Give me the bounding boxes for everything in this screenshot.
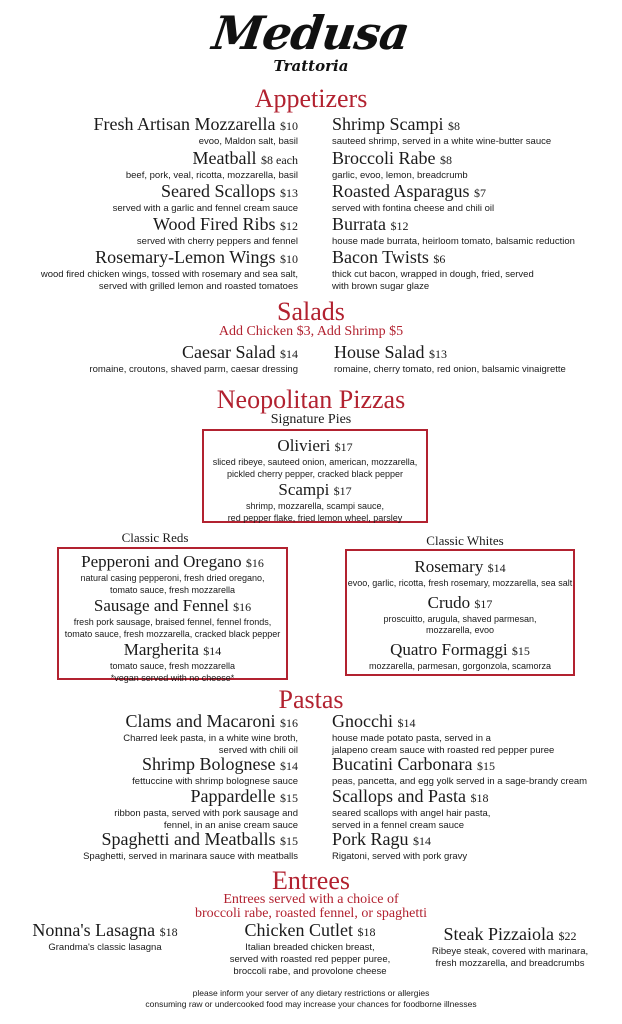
menu-item — [220, 920, 400, 978]
signature-pies-box — [202, 429, 428, 523]
item-name: Rosemary — [414, 557, 484, 576]
item-description: ribbon pasta, served with pork sausage and — [114, 808, 298, 819]
item-description: Spaghetti, served in marinara sauce with meatballs — [83, 851, 298, 862]
item-name: Pepperoni and Oregano — [81, 552, 242, 571]
classic-whites-label: Classic Whites — [426, 533, 504, 548]
item-description: thick cut bacon, wrapped in dough, fried, served — [332, 269, 534, 280]
item-description: evoo, Maldon salt, basil — [198, 136, 298, 147]
item-price: $15 — [280, 834, 298, 848]
menu-item — [332, 829, 467, 863]
item-price: $14 — [203, 644, 222, 658]
item-name: Wood Fired Ribs — [152, 214, 276, 234]
item-description: fresh pork sausage, braised fennel, fennel fronds, — [73, 617, 272, 627]
item-description: shrimp, mozzarella, scampi sauce, — [245, 501, 385, 511]
footer-raw-food-warning: consuming raw or undercooked food may increase your chances for foodborne illnesses — [145, 999, 477, 1009]
menu-item — [126, 148, 298, 182]
item-name: Pappardelle — [190, 786, 276, 806]
menu-item — [132, 754, 298, 788]
classic-whites-box — [345, 549, 575, 676]
item-name: Crudo — [427, 592, 471, 612]
menu-item — [415, 924, 605, 970]
item-description: wood fired chicken wings, tossed with rosemary and sea salt, — [40, 269, 298, 280]
item-name: Olivieri — [277, 436, 331, 455]
item-name: Bacon Twists — [332, 247, 429, 267]
salad-addons: Add Chicken $3, Add Shrimp $5 — [218, 324, 404, 339]
item-description: tomato sauce, fresh mozzarella, cracked black pepper — [64, 628, 281, 639]
menu-item — [20, 920, 190, 954]
menu-item — [334, 342, 566, 376]
item-price: $18 — [159, 925, 178, 939]
item-name: Shrimp Scampi — [332, 114, 444, 134]
item-price: $12 — [280, 219, 298, 233]
item-name: Chicken Cutlet — [244, 920, 353, 940]
item-description: served in a fennel cream sauce — [332, 820, 465, 831]
item-price: $22 — [558, 929, 577, 943]
menu-item — [59, 596, 286, 640]
item-description: served with cherry peppers and fennel — [136, 236, 298, 247]
item-description: broccoli rabe, and provolone cheese — [233, 966, 387, 977]
item-description: sauteed shrimp, served in a white wine-butter sauce — [332, 136, 552, 147]
item-description: house made burrata, heirloom tomato, balsamic reduction — [332, 236, 575, 247]
item-description: *vegan served with no cheese* — [110, 672, 235, 683]
item-name: House Salad — [334, 342, 425, 362]
restaurant-logo — [0, 6, 622, 75]
item-description: sliced ribeye, sauteed onion, american, mozzarella, — [212, 457, 418, 467]
menu-item — [59, 640, 286, 684]
item-price: $12 — [390, 219, 409, 233]
item-description: tomato sauce, fresh mozzarella — [109, 584, 236, 595]
item-name: Scallops and Pasta — [332, 786, 466, 806]
item-description: served with a garlic and fennel cream sauce — [112, 203, 298, 214]
item-name: Quatro Formaggi — [390, 639, 508, 659]
item-price: $17 — [333, 484, 352, 498]
item-description: red pepper flake, fried lemon wheel, parsley — [227, 512, 403, 523]
item-description: pickled cherry pepper, cracked black pepper — [226, 468, 404, 479]
item-description: served with roasted red pepper puree, — [229, 954, 391, 965]
item-name: Bucatini Carbonara — [332, 754, 473, 774]
signature-pies-label: Signature Pies — [270, 412, 352, 427]
item-description: Italian breaded chicken breast, — [245, 942, 375, 953]
item-description: seared scallops with angel hair pasta, — [332, 808, 491, 819]
menu-item — [83, 829, 298, 863]
menu-item — [332, 786, 490, 832]
menu-item — [59, 552, 286, 596]
classic-reds-box — [57, 547, 288, 683]
item-name: Pork Ragu — [332, 829, 409, 849]
item-price: $8 each — [261, 153, 298, 167]
item-price: $7 — [473, 186, 486, 200]
item-description: mozzarella, parmesan, gorgonzola, scamorza — [368, 660, 552, 671]
item-name: Caesar Salad — [182, 342, 276, 362]
menu-item — [94, 114, 298, 148]
item-price: $10 — [280, 252, 298, 266]
item-price: $15 — [511, 643, 530, 658]
menu-item — [137, 214, 298, 248]
item-description: garlic, evoo, lemon, breadcrumb — [332, 170, 468, 181]
item-price: $16 — [280, 716, 298, 730]
menu-item — [332, 181, 494, 215]
item-description: peas, pancetta, and egg yolk served in a sage-brandy cream — [332, 776, 588, 787]
item-price: $14 — [487, 561, 506, 575]
item-description: romaine, cherry tomato, red onion, balsamic vinaigrette — [334, 364, 566, 375]
menu-item — [332, 214, 575, 248]
item-price: $14 — [397, 716, 416, 730]
item-name: Clams and Macaroni — [125, 711, 276, 731]
item-name: Burrata — [332, 214, 386, 234]
item-name: Gnocchi — [332, 711, 393, 731]
item-price: $13 — [428, 347, 447, 361]
menu-item — [204, 480, 426, 524]
item-price: $14 — [413, 834, 431, 848]
item-description: served with fontina cheese and chili oil — [332, 203, 495, 214]
item-description: tomato sauce, fresh mozzarella — [109, 661, 236, 671]
section-title-salads: Salads — [277, 297, 345, 326]
entrees-note-2: broccoli rabe, roasted fennel, or spaghetti — [194, 906, 428, 921]
item-name: Rosemary-Lemon Wings — [95, 247, 276, 267]
item-name: Seared Scallops — [161, 181, 276, 201]
item-name: Margherita — [123, 640, 199, 659]
menu-item — [347, 557, 573, 590]
item-price: $8 — [448, 119, 460, 133]
item-description: with brown sugar glaze — [332, 281, 430, 292]
item-price: $17 — [474, 596, 493, 611]
item-price: $15 — [476, 759, 495, 773]
item-description: Ribeye steak, covered with marinara, — [431, 946, 589, 957]
item-description: romaine, croutons, shaved parm, caesar dressing — [89, 364, 298, 375]
item-price: $18 — [357, 925, 376, 939]
item-price: $17 — [334, 440, 353, 454]
item-name: Meatball — [192, 148, 257, 168]
item-price: $14 — [280, 759, 298, 773]
menu-item — [332, 247, 534, 293]
item-price: $14 — [280, 347, 298, 361]
menu-item — [204, 436, 426, 480]
item-name: Scampi — [278, 480, 330, 499]
menu-item — [41, 247, 298, 293]
item-description: Rigatoni, served with pork gravy — [332, 851, 468, 862]
menu-item — [347, 640, 573, 673]
menu-item — [332, 148, 468, 182]
section-title-pizzas: Neopolitan Pizzas — [216, 385, 406, 414]
item-description: fettuccine with shrimp bolognese sauce — [132, 776, 298, 787]
item-price: $6 — [433, 252, 446, 266]
item-description: proscuitto, arugula, shaved parmesan, — [383, 613, 537, 624]
item-description: evoo, garlic, ricotta, fresh rosemary, mozzarella, sea salt — [347, 578, 573, 588]
item-name: Steak Pizzaiola — [443, 924, 554, 944]
item-price: $15 — [280, 791, 298, 805]
menu-item — [89, 342, 298, 376]
item-description: jalapeno cream sauce with roasted red pepper puree — [332, 745, 555, 756]
item-description: Grandma's classic lasagna — [48, 942, 162, 953]
menu-item — [113, 181, 298, 215]
item-price: $10 — [280, 119, 298, 133]
entrees-note-1: Entrees served with a choice of — [223, 892, 399, 907]
item-description: fresh mozzarella, and breadcrumbs — [435, 958, 585, 969]
menu-item — [332, 114, 551, 148]
item-name: Fresh Artisan Mozzarella — [93, 114, 276, 134]
section-title-entrees: Entrees — [272, 866, 350, 895]
logo-name: Medusa — [209, 6, 413, 60]
item-description: served with chili oil — [218, 745, 298, 756]
item-description: Charred leek pasta, in a white wine broth, — [123, 733, 298, 744]
section-title-pastas: Pastas — [278, 685, 344, 714]
section-title-appetizers: Appetizers — [254, 84, 368, 113]
item-price: $18 — [470, 791, 489, 805]
item-name: Sausage and Fennel — [93, 596, 229, 615]
menu-item — [332, 711, 554, 757]
footer-allergy-note: please inform your server of any dietary restrictions or allergies — [192, 988, 430, 998]
menu-item — [114, 786, 298, 832]
item-price: $8 — [439, 153, 452, 167]
classic-reds-label: Classic Reds — [121, 530, 189, 545]
item-description: served with grilled lemon and roasted tomatoes — [98, 281, 298, 292]
logo-subtitle: Trattoria — [273, 57, 349, 75]
item-name: Broccoli Rabe — [332, 148, 436, 168]
item-name: Roasted Asparagus — [332, 181, 470, 201]
menu-item — [332, 754, 587, 788]
item-price: $16 — [245, 556, 264, 570]
item-description: house made potato pasta, served in a — [332, 733, 491, 744]
item-description: mozzarella, evoo — [425, 625, 495, 635]
item-name: Spaghetti and Meatballs — [101, 829, 276, 849]
item-name: Nonna's Lasagna — [32, 920, 156, 940]
item-price: $13 — [280, 186, 298, 200]
item-description: fennel, in an anise cream sauce — [163, 820, 298, 831]
menu-item — [347, 593, 573, 637]
item-description: natural casing pepperoni, fresh dried oregano, — [80, 573, 265, 583]
item-name: Shrimp Bolognese — [142, 754, 276, 774]
item-description: beef, pork, veal, ricotta, mozzarella, basil — [125, 170, 298, 181]
menu-item — [123, 711, 298, 757]
item-price: $16 — [233, 600, 252, 614]
